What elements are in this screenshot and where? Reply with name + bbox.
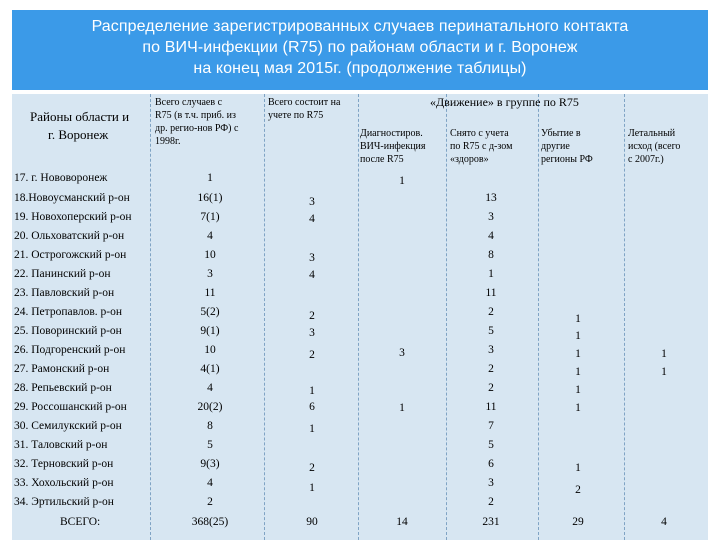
header-on-record-line-1: Всего состоит на: [268, 97, 341, 108]
cell-removed: 3: [488, 477, 494, 489]
header-total-line-2: R75 (в т.ч. приб. из: [155, 110, 236, 121]
cell-total: 7(1): [200, 211, 220, 223]
district-name: 20. Ольховатский р-он: [14, 230, 125, 242]
cell-removed: 5: [488, 439, 494, 451]
cell-on-record: 1: [309, 423, 315, 435]
cell-total: 5: [207, 439, 213, 451]
cell-removed: 11: [485, 287, 497, 299]
cell-on-record: 4: [309, 269, 315, 281]
header-diagnosed-line-3: после R75: [360, 154, 404, 165]
cell-removed: 2: [488, 496, 494, 508]
district-name: 29. Россошанский р-он: [14, 401, 127, 413]
cell-removed: 2: [488, 363, 494, 375]
cell-total: 9(3): [200, 458, 220, 470]
cell-total: 8: [207, 420, 213, 432]
header-movement-group: «Движение» в группе по R75: [430, 95, 579, 109]
cell-total: 4(1): [200, 363, 220, 375]
header-departed-line-3: регионы РФ: [541, 154, 593, 165]
cell-total: 3: [207, 268, 213, 280]
cell-total: 10: [204, 249, 216, 261]
cell-total: 5(2): [200, 306, 220, 318]
header-on-record-line-2: учете по R75: [268, 110, 324, 121]
district-name: 22. Панинский р-он: [14, 268, 111, 280]
cell-on-record: 2: [309, 310, 315, 322]
cell-diagnosed: 1: [399, 175, 405, 187]
cell-departed: 1: [575, 402, 581, 414]
cell-removed: 4: [488, 230, 494, 242]
cell-departed: 1: [575, 330, 581, 342]
cell-removed: 13: [485, 192, 497, 204]
column-divider: [358, 94, 359, 540]
cell-departed: 1: [575, 384, 581, 396]
cell-on-record: 3: [309, 196, 315, 208]
slide-title: [12, 16, 708, 79]
cell-departed: 1: [575, 366, 581, 378]
header-departed-line-2: другие: [541, 141, 570, 152]
district-name: 19. Новохоперский р-он: [14, 211, 132, 223]
column-divider: [264, 94, 265, 540]
district-name: 30. Семилукский р-он: [14, 420, 122, 432]
cell-removed: 8: [488, 249, 494, 261]
district-name: 21. Острогожский р-он: [14, 249, 127, 261]
cell-lethal: 1: [661, 348, 667, 360]
cell-total: 4: [207, 382, 213, 394]
district-name: 31. Таловский р-он: [14, 439, 108, 451]
column-divider: [150, 94, 151, 540]
header-districts-line-1: Районы области и: [30, 109, 130, 124]
total-on-record: 90: [306, 516, 318, 528]
cell-on-record: 6: [309, 401, 315, 413]
header-departed-line-1: Убытие в: [541, 128, 581, 139]
column-divider: [624, 94, 625, 540]
cell-removed: 3: [488, 211, 494, 223]
cell-total: 9(1): [200, 325, 220, 337]
cell-total: 2: [207, 496, 213, 508]
cell-total: 11: [204, 287, 216, 299]
header-lethal-line-1: Летальный: [628, 128, 676, 139]
cell-on-record: 2: [309, 462, 315, 474]
cell-removed: 6: [488, 458, 494, 470]
district-name: 26. Подгоренский р-он: [14, 344, 126, 356]
header-removed-line-1: Снято с учета: [450, 128, 509, 139]
total-diagnosed: 14: [396, 516, 408, 528]
header-diagnosed-line-1: Диагностиров.: [360, 128, 423, 139]
column-divider: [538, 94, 539, 540]
total-removed: 231: [482, 516, 500, 528]
cell-removed: 2: [488, 306, 494, 318]
title-line-1: Распределение зарегистрированных случаев перинатального контакта: [91, 18, 629, 35]
header-lethal-line-2: исход (всего: [628, 141, 681, 152]
cell-removed: 1: [488, 268, 494, 280]
header-removed-line-2: по R75 с д-зом: [450, 141, 513, 152]
header-districts-line-2: г. Воронеж: [48, 127, 109, 142]
header-lethal-line-3: с 2007г.): [628, 154, 664, 165]
header-total-line-4: 1998г.: [155, 136, 181, 147]
cell-on-record: 2: [309, 349, 315, 361]
title-line-3: на конец мая 2015г. (продолжение таблицы): [193, 60, 527, 77]
total-departed: 29: [572, 516, 584, 528]
cell-total: 20(2): [197, 401, 223, 413]
cell-diagnosed: 1: [399, 402, 405, 414]
district-name: 17. г. Нововоронеж: [14, 172, 108, 184]
header-total-line-1: Всего случаев с: [155, 97, 223, 108]
district-name: 28. Репьевский р-он: [14, 382, 112, 394]
district-name: 27. Рамонский р-он: [14, 363, 110, 375]
cell-total: 1: [207, 172, 213, 184]
cell-departed: 2: [575, 484, 581, 496]
cell-removed: 2: [488, 382, 494, 394]
cell-diagnosed: 3: [399, 347, 405, 359]
cell-on-record: 1: [309, 385, 315, 397]
header-total-line-3: др. регио-нов РФ) с: [155, 123, 239, 134]
cell-departed: 1: [575, 348, 581, 360]
cell-on-record: 4: [309, 213, 315, 225]
cell-total: 4: [207, 477, 213, 489]
cell-removed: 7: [488, 420, 494, 432]
cell-removed: 5: [488, 325, 494, 337]
total-total: 368(25): [191, 516, 229, 528]
district-name: 18.Новоусманский р-он: [14, 192, 130, 204]
district-name: 23. Павловский р-он: [14, 287, 115, 299]
cell-departed: 1: [575, 462, 581, 474]
cell-total: 16(1): [197, 192, 223, 204]
cell-total: 4: [207, 230, 213, 242]
cell-lethal: 1: [661, 366, 667, 378]
cell-removed: 3: [488, 344, 494, 356]
cell-on-record: 1: [309, 482, 315, 494]
district-name: 25. Поворинский р-он: [14, 325, 122, 337]
district-name: 32. Терновский р-он: [14, 458, 114, 470]
district-name: 33. Хохольский р-он: [14, 477, 114, 489]
cell-on-record: 3: [309, 327, 315, 339]
cell-on-record: 3: [309, 252, 315, 264]
cell-removed: 11: [485, 401, 497, 413]
cell-departed: 1: [575, 313, 581, 325]
header-removed-line-3: «здоров»: [450, 154, 489, 165]
header-diagnosed-line-2: ВИЧ-инфекция: [360, 141, 426, 152]
cell-total: 10: [204, 344, 216, 356]
total-lethal: 4: [661, 516, 667, 528]
column-divider: [446, 94, 447, 540]
totals-label: ВСЕГО:: [60, 516, 101, 528]
district-name: 24. Петропавлов. р-он: [14, 306, 123, 318]
district-name: 34. Эртильский р-он: [14, 496, 114, 508]
title-line-2: по ВИЧ-инфекции (R75) по районам области и г. Воронеж: [142, 39, 578, 56]
